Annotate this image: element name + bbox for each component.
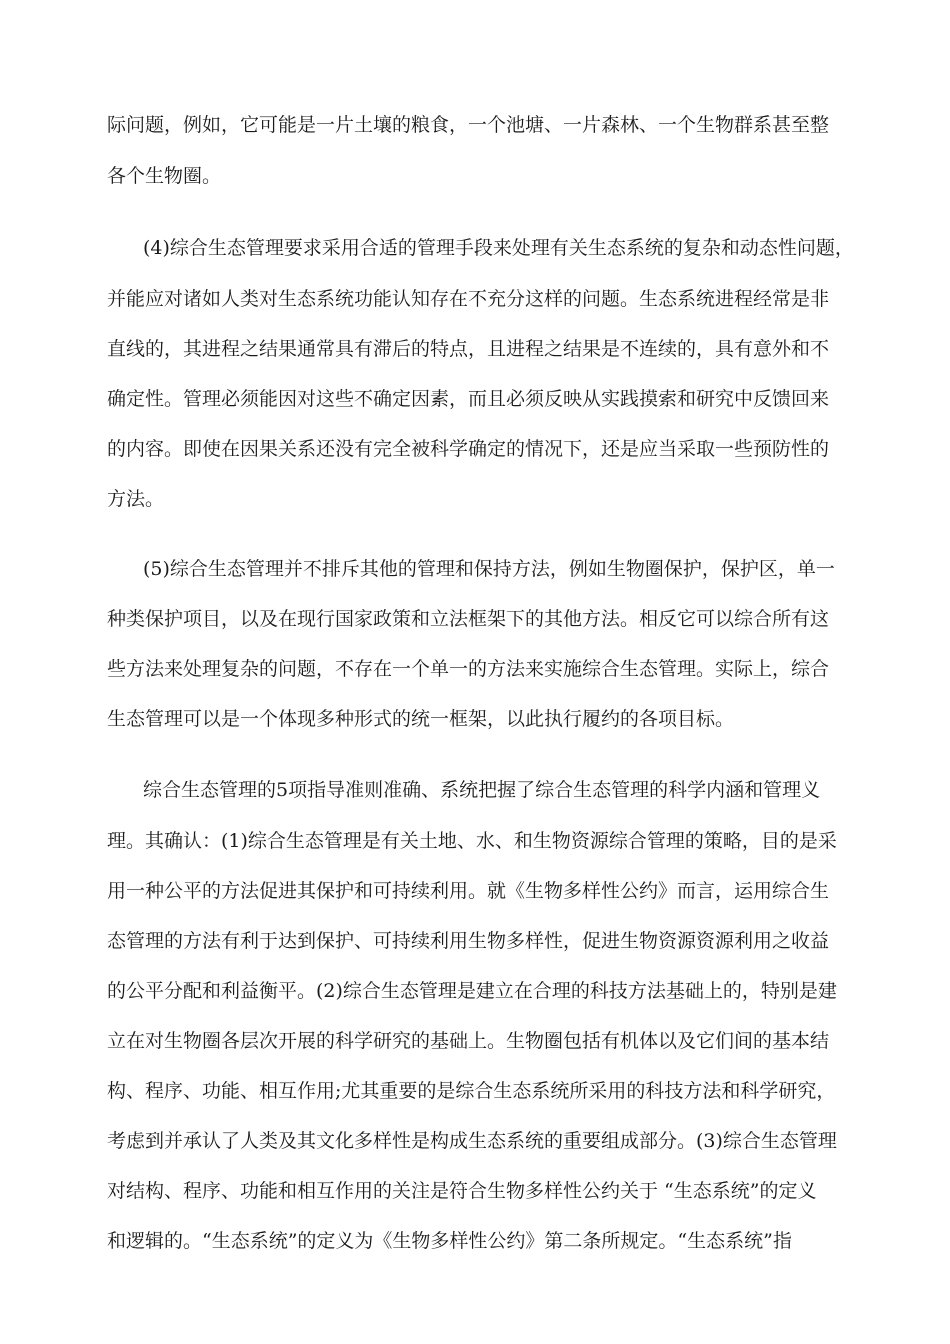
text-line: 的内容。即使在因果关系还没有完全被科学确定的情况下，还是应当采取一些预防性的 [107, 438, 830, 460]
text-line: 综合生态管理的5项指导准则准确、系统把握了综合生态管理的科学内涵和管理义 [143, 779, 821, 801]
text-line: 直线的，其进程之结果通常具有滞后的特点，且进程之结果是不连续的，具有意外和不 [107, 338, 830, 360]
text-line: 立在对生物圈各层次开展的科学研究的基础上。生物圈包括有机体以及它们间的基本结 [107, 1030, 830, 1052]
text-line: 对结构、程序、功能和相互作用的关注是符合生物多样性公约关于 “生态系统”的定义 [107, 1180, 817, 1202]
text-line: 种类保护项目，以及在现行国家政策和立法框架下的其他方法。相反它可以综合所有这 [107, 608, 830, 630]
text-line: 的公平分配和利益衡平。(2)综合生态管理是建立在合理的科技方法基础上的，特别是建 [107, 980, 837, 1002]
text-line: (4)综合生态管理要求采用合适的管理手段来处理有关生态系统的复杂和动态性问题， [143, 237, 854, 259]
text-line: 生态管理可以是一个体现多种形式的统一框架，以此执行履约的各项目标。 [107, 708, 735, 730]
text-line: 确定性。管理必须能因对这些不确定因素，而且必须反映从实践摸索和研究中反馈回来 [107, 388, 830, 410]
text-line: 些方法来处理复杂的问题，不存在一个单一的方法来实施综合生态管理。实际上，综合 [107, 658, 830, 680]
text-line: 构、程序、功能、相互作用;尤其重要的是综合生态系统所采用的科技方法和科学研究， [107, 1080, 836, 1102]
text-line: 态管理的方法有利于达到保护、可持续利用生物多样性，促进生物资源资源利用之收益 [107, 930, 830, 952]
text-line: 方法。 [107, 488, 165, 510]
text-line: (5)综合生态管理并不排斥其他的管理和保持方法，例如生物圈保护，保护区，单一 [143, 558, 835, 580]
text-line: 各个生物圈。 [107, 165, 222, 187]
text-line: 考虑到并承认了人类及其文化多样性是构成生态系统的重要组成部分。(3)综合生态管理 [107, 1130, 837, 1152]
text-line: 和逻辑的。“生态系统”的定义为《生物多样性公约》第二条所规定。“生态系统”指 [107, 1230, 792, 1252]
text-line: 际问题，例如，它可能是一片土壤的粮食，一个池塘、一片森林、一个生物群系甚至整 [107, 114, 830, 136]
text-line: 用一种公平的方法促进其保护和可持续利用。就《生物多样性公约》而言，运用综合生 [107, 880, 830, 902]
text-line: 理。其确认：(1)综合生态管理是有关土地、水、和生物资源综合管理的策略，目的是采 [107, 830, 837, 852]
text-line: 并能应对诸如人类对生态系统功能认知存在不充分这样的问题。生态系统进程经常是非 [107, 288, 830, 310]
